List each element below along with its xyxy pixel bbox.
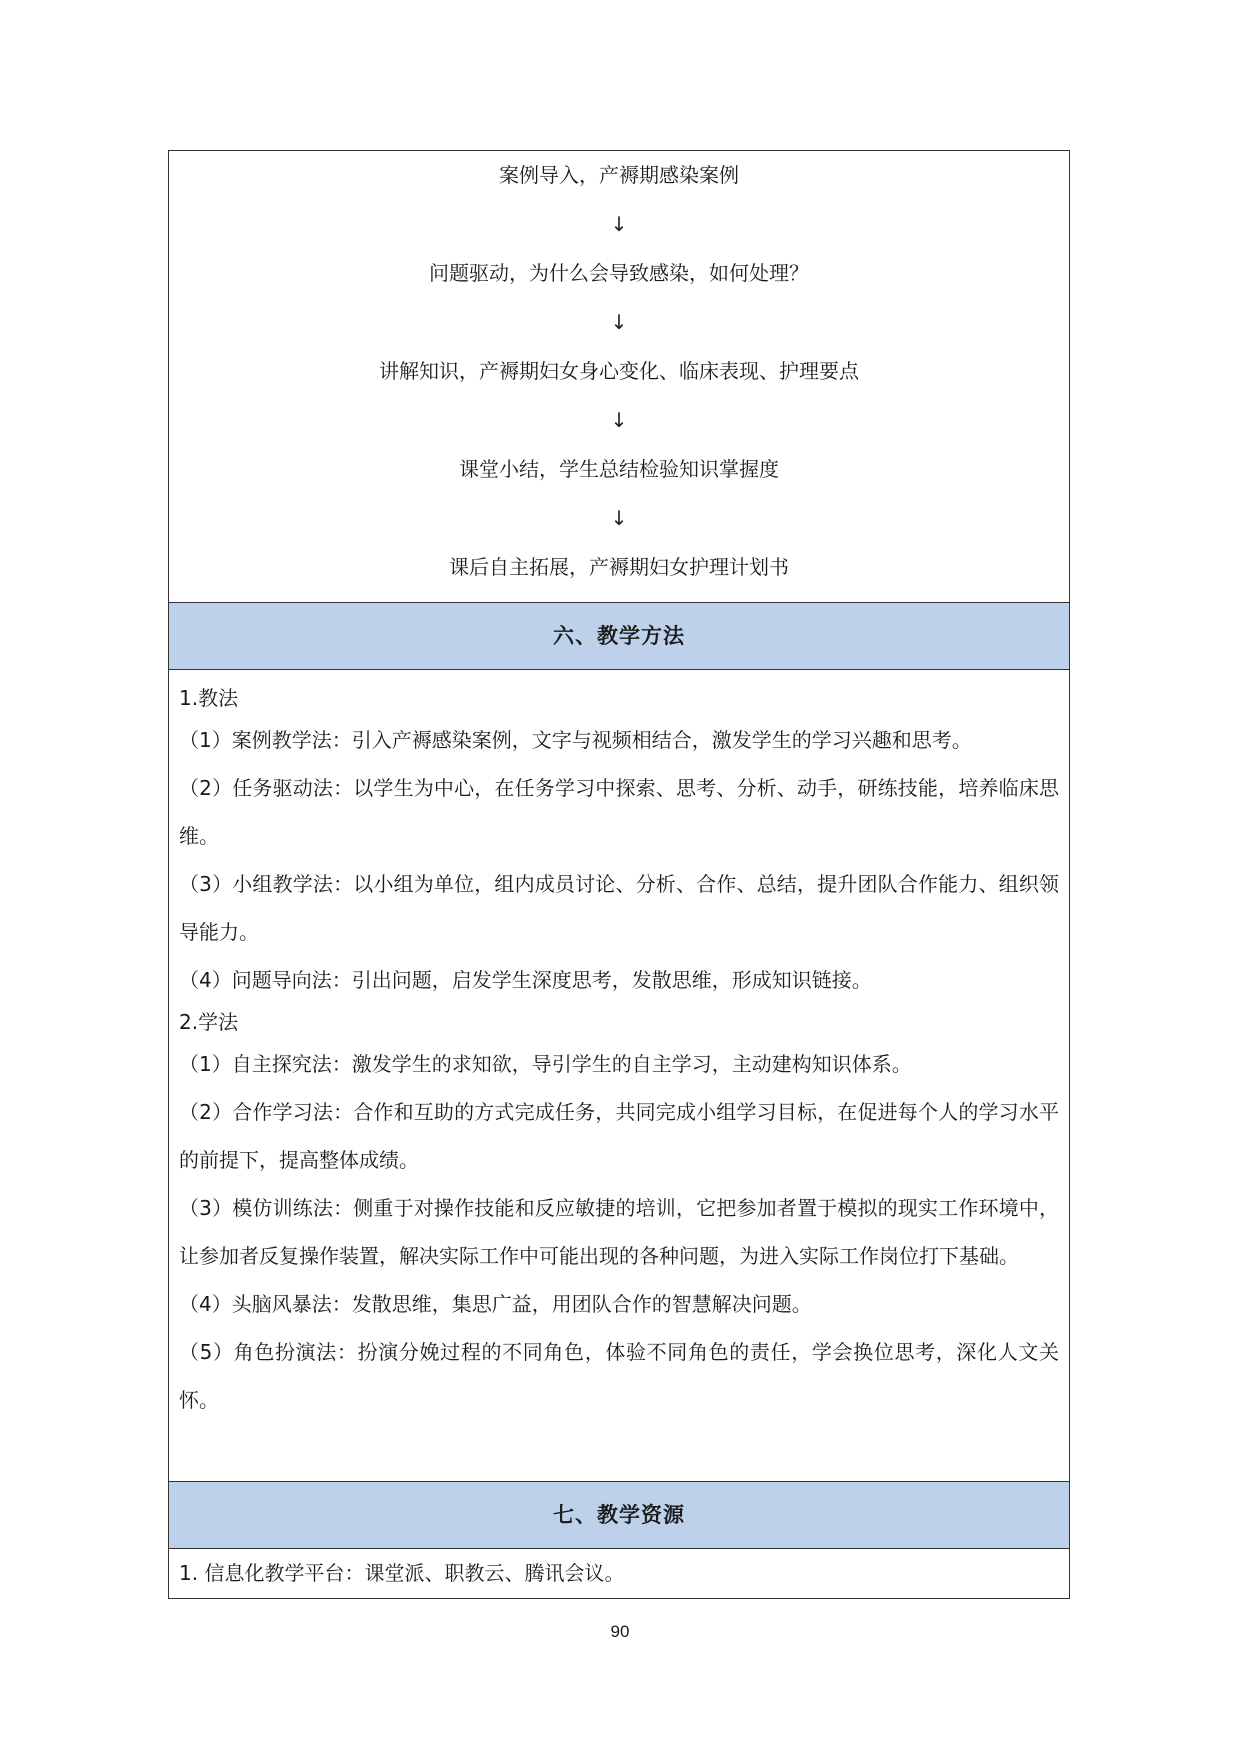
flow-step: 讲解知识，产褥期妇女身心变化、临床表现、护理要点: [379, 359, 859, 383]
teaching-resources-content: [169, 1549, 1069, 1598]
flow-step: 问题驱动，为什么会导致感染，如何处理？: [429, 261, 809, 285]
down-arrow-icon: ↓: [610, 506, 628, 530]
down-arrow-icon: ↓: [610, 408, 628, 432]
method-item: （3）模仿训练法：侧重于对操作技能和反应敏捷的培训，它把参加者置于模拟的现实工作环境中，让参加者反复操作装置，解决实际工作中可能出现的各种问题，为进入实际工作岗位打下基础。: [179, 1196, 1059, 1268]
method-item: （5）角色扮演法：扮演分娩过程的不同角色，体验不同角色的责任，学会换位思考，深化人文关怀。: [179, 1340, 1059, 1412]
teaching-methods-content: [169, 670, 1069, 1482]
method-item: （1）案例教学法：引入产褥感染案例，文字与视频相结合，激发学生的学习兴趣和思考。: [179, 728, 972, 752]
method-item: （1）自主探究法：激发学生的求知欲，导引学生的自主学习，主动建构知识体系。: [179, 1052, 912, 1076]
learning-heading: 2.学法: [179, 1010, 239, 1034]
method-item: （3）小组教学法：以小组为单位，组内成员讨论、分析、合作、总结，提升团队合作能力、组织领导能力。: [179, 872, 1059, 944]
section-header-resources: 七、教学资源: [169, 1482, 1069, 1549]
teaching-flow: [169, 151, 1069, 603]
down-arrow-icon: ↓: [610, 310, 628, 334]
down-arrow-icon: ↓: [610, 212, 628, 236]
flow-step: 课堂小结，学生总结检验知识掌握度: [459, 457, 779, 481]
page-number: 90: [610, 1622, 630, 1641]
flow-step: 案例导入，产褥期感染案例: [499, 163, 739, 187]
resource-item: 1. 信息化教学平台：课堂派、职教云、腾讯会议。: [179, 1561, 625, 1585]
teaching-heading: 1.教法: [179, 686, 239, 710]
method-item: （2）任务驱动法：以学生为中心，在任务学习中探索、思考、分析、动手，研练技能，培养临床思维。: [179, 776, 1059, 848]
method-item: （2）合作学习法：合作和互助的方式完成任务，共同完成小组学习目标，在促进每个人的学习水平的前提下，提高整体成绩。: [179, 1100, 1059, 1172]
method-item: （4）头脑风暴法：发散思维，集思广益，用团队合作的智慧解决问题。: [179, 1292, 812, 1316]
section-header-methods: 六、教学方法: [169, 603, 1069, 670]
lesson-plan-table: [168, 150, 1070, 1599]
flow-step: 课后自主拓展，产褥期妇女护理计划书: [449, 555, 789, 579]
method-item: （4）问题导向法：引出问题，启发学生深度思考，发散思维，形成知识链接。: [179, 968, 872, 992]
